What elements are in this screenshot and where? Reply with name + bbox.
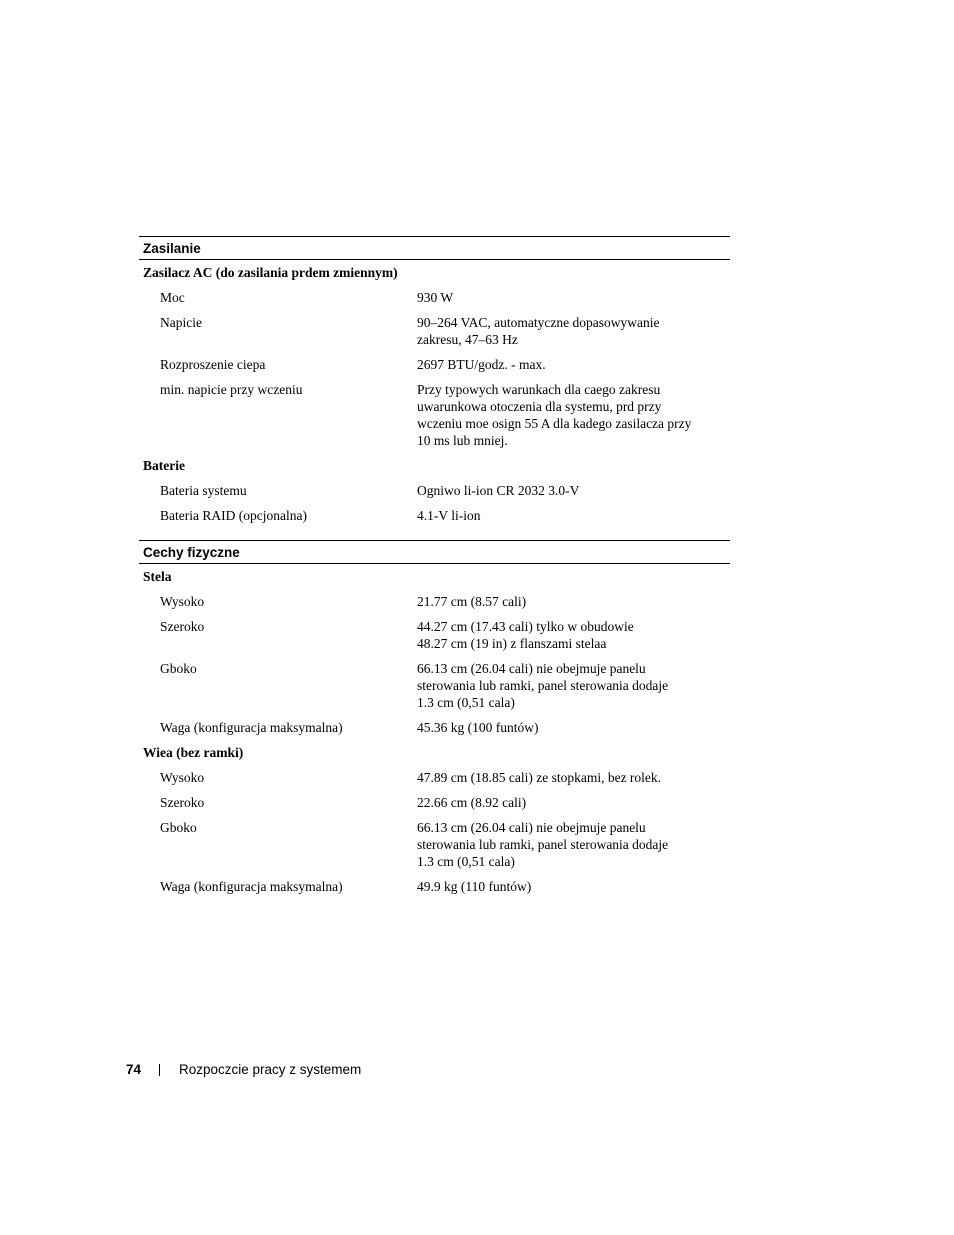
spec-value-line: 44.27 cm (17.43 cali) tylko w obudowie — [417, 619, 634, 634]
spec-row — [139, 589, 730, 614]
spec-value-line: 47.89 cm (18.85 cali) ze stopkami, bez rolek. — [417, 770, 662, 785]
spec-value — [417, 507, 730, 524]
spec-row — [139, 478, 730, 503]
spec-row — [139, 790, 730, 815]
group-heading: Stela — [143, 569, 172, 584]
spec-value-line: 66.13 cm (26.04 cali) nie obejmuje panelu — [417, 661, 646, 676]
spec-value-line: 1.3 cm (0,51 cala) — [417, 854, 515, 869]
spec-row — [139, 815, 730, 874]
spec-row — [139, 874, 730, 899]
spec-row — [139, 352, 730, 377]
spec-row — [139, 377, 730, 453]
spec-label: Bateria RAID (opcjonalna) — [160, 508, 307, 523]
spec-label: Gboko — [160, 820, 197, 835]
spec-value-line: 1.3 cm (0,51 cala) — [417, 695, 515, 710]
spec-row — [139, 656, 730, 715]
spec-value-line: 48.27 cm (19 in) z flanszami stelaa — [417, 636, 607, 651]
spec-value-line: 90–264 VAC, automatyczne dopasowywanie — [417, 315, 660, 330]
spec-value-line: 2697 BTU/godz. - max. — [417, 357, 546, 372]
spec-value — [417, 289, 730, 306]
spec-label: Rozproszenie ciepa — [160, 357, 266, 372]
spec-value-line: wczeniu moe osign 55 A dla kadego zasilacza przy — [417, 416, 692, 431]
spec-value — [417, 769, 730, 786]
spec-value-line: 4.1-V li-ion — [417, 508, 481, 523]
spec-value-line: Przy typowych warunkach dla caego zakresu — [417, 382, 661, 397]
group-heading: Wiea (bez ramki) — [143, 745, 244, 760]
spec-row — [139, 310, 730, 352]
spec-label: Wysoko — [160, 770, 205, 785]
spec-value-line: 930 W — [417, 290, 454, 305]
group-heading: Zasilacz AC (do zasilania prdem zmiennym) — [143, 265, 398, 280]
spec-table — [139, 236, 730, 899]
spec-value-line: zakresu, 47–63 Hz — [417, 332, 518, 347]
spec-label: Napicie — [160, 315, 202, 330]
spec-value — [417, 314, 730, 348]
spec-value — [417, 482, 730, 499]
spec-value — [417, 719, 730, 736]
spec-label: Gboko — [160, 661, 197, 676]
spec-value-line: uwarunkowa otoczenia dla systemu, prd przy — [417, 399, 662, 414]
spec-label: Bateria systemu — [160, 483, 247, 498]
page-number: 74 — [126, 1062, 142, 1077]
footer-title: Rozpoczcie pracy z systemem — [179, 1062, 362, 1077]
spec-value — [417, 618, 730, 652]
footer-separator — [159, 1064, 160, 1076]
section-gap — [139, 528, 730, 540]
spec-row — [139, 503, 730, 528]
spec-row — [139, 614, 730, 656]
spec-value — [417, 794, 730, 811]
page-footer — [126, 1060, 361, 1080]
spec-row — [139, 715, 730, 740]
spec-value-line: 49.9 kg (110 funtów) — [417, 879, 532, 894]
spec-label: Moc — [160, 290, 185, 305]
spec-value — [417, 819, 730, 870]
spec-label: Waga (konfiguracja maksymalna) — [160, 720, 343, 735]
spec-value-line: 22.66 cm (8.92 cali) — [417, 795, 527, 810]
spec-label: min. napicie przy wczeniu — [160, 382, 303, 397]
spec-label: Szeroko — [160, 619, 205, 634]
spec-row — [139, 765, 730, 790]
section-heading: Cechy fizyczne — [139, 540, 730, 564]
spec-value-line: 66.13 cm (26.04 cali) nie obejmuje panelu — [417, 820, 646, 835]
spec-value — [417, 593, 730, 610]
spec-value-line: Ogniwo li-ion CR 2032 3.0-V — [417, 483, 580, 498]
spec-label: Szeroko — [160, 795, 205, 810]
spec-value — [417, 878, 730, 895]
spec-value-line: 21.77 cm (8.57 cali) — [417, 594, 527, 609]
spec-row — [139, 285, 730, 310]
section-heading: Zasilanie — [139, 236, 730, 260]
spec-value-line: 10 ms lub mniej. — [417, 433, 508, 448]
spec-value-line: sterowania lub ramki, panel sterowania dodaje — [417, 678, 669, 693]
spec-value — [417, 381, 730, 449]
spec-value-line: sterowania lub ramki, panel sterowania dodaje — [417, 837, 669, 852]
spec-label: Waga (konfiguracja maksymalna) — [160, 879, 343, 894]
spec-value — [417, 660, 730, 711]
group-heading: Baterie — [143, 458, 185, 473]
spec-value — [417, 356, 730, 373]
spec-label: Wysoko — [160, 594, 205, 609]
spec-value-line: 45.36 kg (100 funtów) — [417, 720, 539, 735]
